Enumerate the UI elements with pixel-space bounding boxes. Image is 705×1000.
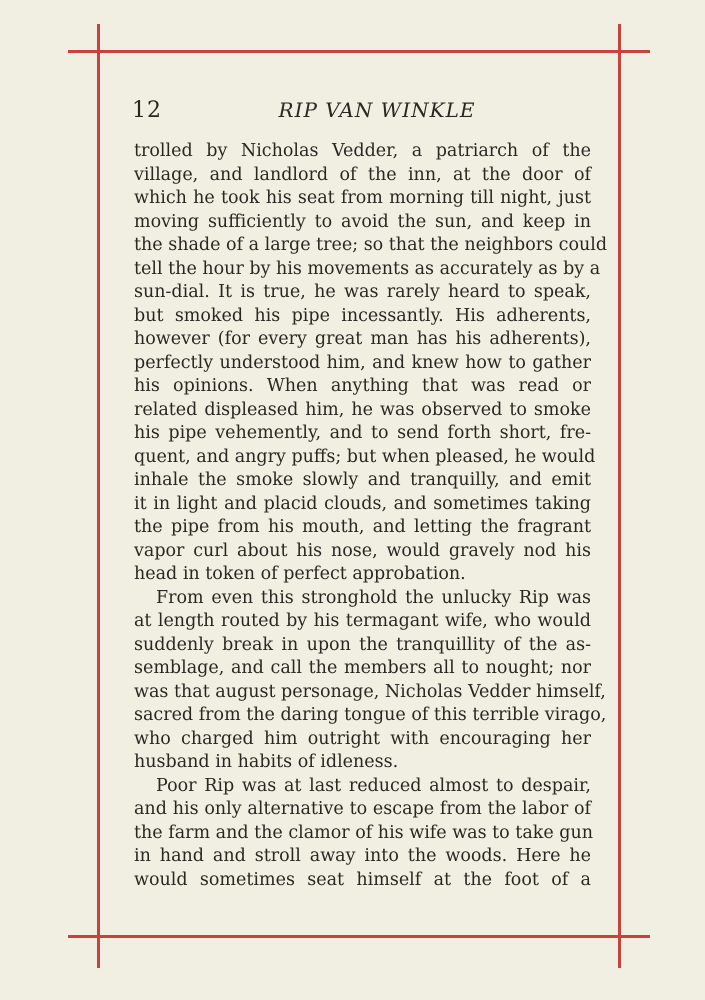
text-line: would sometimes seat himself at the foot of a xyxy=(134,869,591,890)
text-line: suddenly break in upon the tranquillity of the as- xyxy=(134,634,591,655)
page-header xyxy=(130,98,600,128)
text-line: the farm and the clamor of his wife was to take gun xyxy=(134,822,594,843)
text-line: Poor Rip was at last reduced almost to despair, xyxy=(156,775,591,796)
text-line: which he took his seat from morning till night, just xyxy=(134,188,591,208)
border-rule-right xyxy=(618,24,621,968)
paragraph xyxy=(134,587,607,775)
text-line: husband in habits of idleness. xyxy=(134,752,399,772)
text-line: sun-dial. It is true, he was rarely heard to speak, xyxy=(134,282,591,302)
text-line: it in light and placid clouds, and sometimes taking xyxy=(134,493,591,514)
text-line: and his only alternative to escape from the labor of xyxy=(134,799,591,819)
border-rule-left xyxy=(97,24,100,968)
text-line: head in token of perfect approbation. xyxy=(134,564,466,584)
text-line: at length routed by his termagant wife, who would xyxy=(134,611,591,631)
text-line: vapor curl about his nose, would gravely nod his xyxy=(134,540,591,561)
text-line: related displeased him, he was observed to smoke xyxy=(134,399,591,420)
text-line: trolled by Nicholas Vedder, a patriarch of the xyxy=(134,141,591,161)
text-line: the pipe from his mouth, and letting the fragrant xyxy=(134,517,591,537)
border-rule-top xyxy=(68,50,650,53)
body-text xyxy=(134,140,608,892)
text-line: but smoked his pipe incessantly. His adherents, xyxy=(134,305,591,326)
text-line: village, and landlord of the inn, at the door of xyxy=(134,164,591,185)
text-line: quent, and angry puffs; but when pleased, he would xyxy=(134,446,596,467)
running-title: RIP VAN WINKLE xyxy=(278,98,476,122)
text-line: From even this stronghold the unlucky Rip was xyxy=(156,587,591,608)
page-number: 12 xyxy=(132,98,162,123)
paragraph xyxy=(134,140,608,587)
text-line: his opinions. When anything that was read or xyxy=(134,376,591,396)
border-rule-bottom xyxy=(68,935,650,938)
text-line: tell the hour by his movements as accurately as by a xyxy=(134,258,601,279)
text-line: sacred from the daring tongue of this terrible virago, xyxy=(134,705,607,725)
text-line: his pipe vehemently, and to send forth short, fre- xyxy=(134,423,591,443)
text-line: the shade of a large tree; so that the neighbors could xyxy=(134,235,608,255)
text-line: semblage, and call the members all to nought; nor xyxy=(134,658,591,678)
text-line: moving sufficiently to avoid the sun, and keep in xyxy=(134,211,591,232)
text-line: however (for every great man has his adherents), xyxy=(134,329,591,349)
paragraph xyxy=(134,775,594,893)
text-line: was that august personage, Nicholas Vedder himself, xyxy=(134,681,606,702)
text-line: inhale the smoke slowly and tranquilly, and emit xyxy=(134,470,591,490)
text-line: in hand and stroll away into the woods. Here he xyxy=(134,846,591,866)
text-line: perfectly understood him, and knew how to gather xyxy=(134,352,591,373)
text-line: who charged him outright with encouraging her xyxy=(134,728,591,749)
